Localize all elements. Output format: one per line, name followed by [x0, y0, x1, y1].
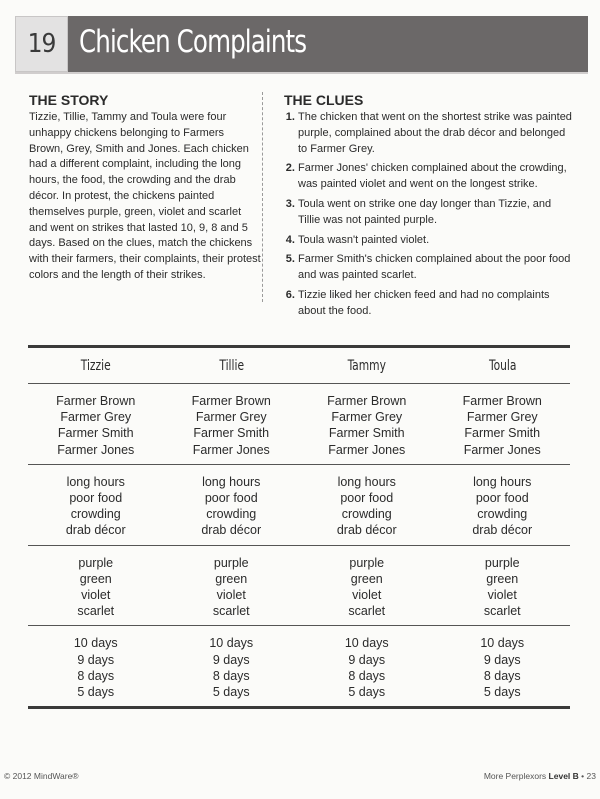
option-item[interactable]: Farmer Smith — [57, 426, 134, 441]
clue-2: 2. Farmer Jones' chicken complained about the crowding, was painted violet and went on the longest strike. — [298, 161, 574, 193]
option-item[interactable]: purple — [213, 555, 249, 570]
option-item[interactable]: crowding — [70, 507, 121, 522]
option-item[interactable]: crowding — [341, 507, 392, 522]
complaints-cell — [28, 474, 164, 539]
separator-dot: • — [581, 771, 585, 781]
story-section — [29, 92, 261, 284]
farmers-cell — [28, 393, 164, 458]
option-item[interactable]: Farmer Grey — [331, 410, 403, 425]
option-item[interactable]: 10 days — [480, 636, 525, 651]
page-footer — [484, 771, 596, 781]
option-item[interactable]: 5 days — [77, 685, 115, 700]
column-header-toula: Toula — [488, 357, 516, 374]
option-item[interactable]: poor food — [69, 491, 123, 506]
option-item[interactable]: 9 days — [483, 652, 521, 667]
option-item[interactable]: scarlet — [483, 604, 521, 619]
option-item[interactable]: long hours — [66, 474, 125, 489]
option-item[interactable]: Farmer Jones — [192, 442, 270, 457]
option-item[interactable]: long hours — [337, 474, 396, 489]
option-item[interactable]: green — [215, 571, 248, 586]
days-cell — [299, 635, 435, 700]
option-item[interactable]: violet — [352, 588, 382, 603]
clue-4: 4. Toula wasn't painted violet. — [298, 233, 574, 249]
farmers-cell — [164, 393, 300, 458]
option-item[interactable]: Farmer Brown — [56, 394, 136, 408]
copyright: © 2012 MindWare® — [4, 771, 79, 781]
grid-bottom-rule — [28, 706, 570, 709]
clues-section — [284, 92, 574, 324]
option-item[interactable]: Farmer Smith — [193, 426, 270, 441]
column-header-tillie: Tillie — [218, 357, 244, 374]
option-item[interactable]: Farmer Jones — [463, 442, 541, 457]
option-item[interactable]: 8 days — [483, 668, 521, 683]
option-item[interactable]: green — [79, 571, 112, 586]
answer-grid — [28, 345, 570, 709]
option-item[interactable]: violet — [81, 588, 111, 603]
option-item[interactable]: drab décor — [65, 523, 126, 538]
farmers-cell — [299, 393, 435, 458]
clue-3: 3. Toula went on strike one day longer than Tizzie, and Tillie was not painted purple. — [298, 197, 574, 229]
days-cell — [28, 635, 164, 700]
column-header-tizzie: Tizzie — [80, 357, 111, 374]
complaints-cell — [299, 474, 435, 539]
option-item[interactable]: 9 days — [212, 652, 250, 667]
puzzle-number: 19 — [15, 16, 68, 72]
colors-cell — [299, 555, 435, 620]
option-item[interactable]: 8 days — [212, 668, 250, 683]
option-item[interactable]: Farmer Grey — [60, 410, 132, 425]
story-text: Tizzie, Tillie, Tammy and Toula were four unhappy chickens belonging to Farmers Brown, Grey, Smith and Jones. Each chicken had a different complaint, including the long hours, the food, the crowding and the drab décor. In protest, the chickens painted themselves purple, green, violet and scarlet and went on strikes that lasted 10, 9, 8 and 5 days. Based on the clues, match the chickens with their farmers, their complaints, their protest colors and the length of their strikes. — [29, 111, 261, 281]
option-item[interactable]: 10 days — [344, 636, 389, 651]
option-item[interactable]: violet — [216, 588, 246, 603]
option-item[interactable]: long hours — [202, 474, 261, 489]
option-item[interactable]: poor food — [204, 491, 258, 506]
option-item[interactable]: Farmer Grey — [466, 410, 538, 425]
clues-heading: THE CLUES — [284, 92, 364, 108]
option-item[interactable]: 8 days — [348, 668, 386, 683]
page-title: Chicken Complaints — [79, 24, 307, 60]
days-row — [28, 626, 570, 706]
option-item[interactable]: purple — [78, 555, 114, 570]
option-item[interactable]: poor food — [340, 491, 394, 506]
option-item[interactable]: green — [486, 571, 519, 586]
colors-cell — [164, 555, 300, 620]
option-item[interactable]: crowding — [477, 507, 528, 522]
option-item[interactable]: 5 days — [483, 685, 521, 700]
option-item[interactable]: Farmer Jones — [57, 442, 135, 457]
option-item[interactable]: 5 days — [348, 685, 386, 700]
clue-6: 6. Tizzie liked her chicken feed and had no complaints about the food. — [298, 288, 574, 320]
farmers-cell — [435, 393, 571, 458]
farmers-row — [28, 384, 570, 464]
option-item[interactable]: Farmer Smith — [464, 426, 541, 441]
clue-5: 5. Farmer Smith's chicken complained about the poor food and was painted scarlet. — [298, 252, 574, 284]
option-item[interactable]: violet — [487, 588, 517, 603]
option-item[interactable]: 5 days — [212, 685, 250, 700]
option-item[interactable]: scarlet — [212, 604, 250, 619]
option-item[interactable]: Farmer Jones — [328, 442, 406, 457]
option-item[interactable]: purple — [484, 555, 520, 570]
column-headers — [28, 348, 570, 383]
complaints-row — [28, 465, 570, 545]
section-divider — [262, 92, 263, 302]
colors-cell — [435, 555, 571, 620]
column-header-tammy: Tammy — [347, 357, 386, 374]
days-cell — [435, 635, 571, 700]
option-item[interactable]: crowding — [206, 507, 257, 522]
colors-row — [28, 546, 570, 626]
story-heading: THE STORY — [29, 92, 109, 108]
option-item[interactable]: 8 days — [77, 668, 115, 683]
option-item[interactable]: 9 days — [348, 652, 386, 667]
book-name: More Perplexors — [483, 771, 547, 781]
option-item[interactable]: Farmer Smith — [328, 426, 405, 441]
page-header — [15, 16, 588, 74]
option-item[interactable]: drab décor — [472, 523, 533, 538]
option-item[interactable]: 9 days — [77, 652, 115, 667]
page-number: 23 — [586, 771, 596, 781]
option-item[interactable]: 10 days — [209, 636, 254, 651]
option-item[interactable]: drab décor — [201, 523, 262, 538]
option-item[interactable]: green — [350, 571, 383, 586]
clue-1: 1. The chicken that went on the shortest strike was painted purple, complained about the drab décor and belonged to Farmer Grey. — [298, 110, 574, 157]
option-item[interactable]: Farmer Brown — [327, 394, 407, 408]
option-item[interactable]: scarlet — [77, 604, 115, 619]
option-item[interactable]: scarlet — [348, 604, 386, 619]
option-item[interactable]: Farmer Brown — [462, 394, 542, 408]
level-label: Level B — [548, 771, 579, 781]
colors-cell — [28, 555, 164, 620]
option-item[interactable]: Farmer Brown — [191, 394, 271, 408]
option-item[interactable]: drab décor — [336, 523, 397, 538]
days-cell — [164, 635, 300, 700]
option-item[interactable]: poor food — [475, 491, 529, 506]
option-item[interactable]: long hours — [473, 474, 532, 489]
option-item[interactable]: 10 days — [73, 636, 118, 651]
option-item[interactable]: Farmer Grey — [195, 410, 267, 425]
complaints-cell — [164, 474, 300, 539]
complaints-cell — [435, 474, 571, 539]
clues-list — [284, 110, 574, 320]
option-item[interactable]: purple — [349, 555, 385, 570]
